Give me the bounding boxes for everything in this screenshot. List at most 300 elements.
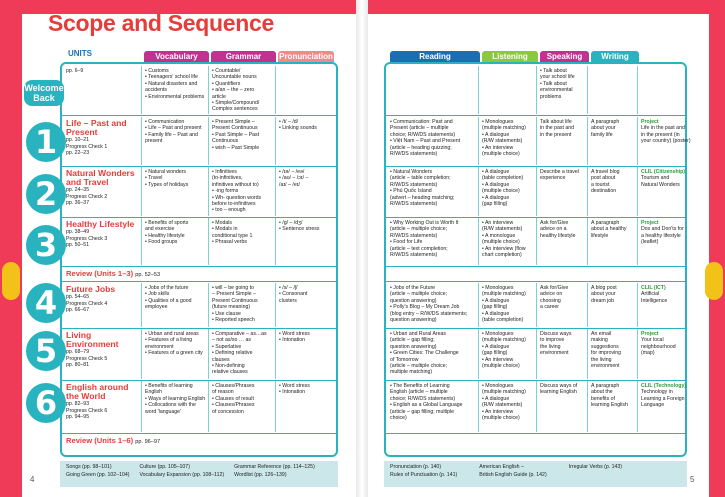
intro-grammar-line: • Simple/Compound/ bbox=[212, 100, 260, 107]
pron-cell-line: • Intonation bbox=[279, 337, 306, 344]
reading-cell-line: choice; R/W/DS statements) bbox=[390, 131, 456, 138]
reading-cell-line: • Communication: Past and bbox=[390, 119, 453, 125]
unit-number-5: 5 bbox=[26, 331, 66, 371]
writing-cell-line: for improving bbox=[591, 350, 621, 357]
vocab-cell-line: • Qualities of a good bbox=[145, 297, 192, 304]
reading-cell-line: • English as a Global Language bbox=[390, 402, 463, 409]
listening-cell-line: • Monologues bbox=[482, 119, 514, 125]
listening-cell bbox=[479, 329, 537, 379]
listening-cell bbox=[479, 381, 537, 432]
reading-cell-line: choice; R/W/DS statements) bbox=[390, 395, 456, 402]
reading-cell-line: • Urban and Rural Areas bbox=[390, 331, 447, 337]
reading-cell-line: (article – multiple choice; bbox=[390, 291, 448, 298]
listening-cell-line: (gap filling) bbox=[482, 350, 508, 357]
speaking-cell bbox=[537, 167, 588, 216]
listening-cell-line: • A dialogue bbox=[482, 343, 510, 350]
unit-title: Future Jobs bbox=[66, 284, 116, 294]
divider bbox=[62, 380, 336, 381]
footer-left bbox=[60, 461, 338, 487]
footer-link[interactable]: Going Green (pp. 102–104) bbox=[66, 471, 130, 478]
reading-cell-line: question answering) bbox=[390, 317, 437, 324]
footer-link[interactable]: Pronunciation (p. 140) bbox=[390, 464, 442, 470]
reading-cell-line: • Food for Life bbox=[390, 239, 423, 246]
intro-grammar-line: Complex sentences bbox=[212, 106, 258, 113]
right-border bbox=[709, 0, 725, 497]
intro-grammar-line: article bbox=[212, 93, 226, 100]
grammar-cell-line: • Modals in bbox=[212, 226, 238, 233]
unit-cell bbox=[63, 283, 142, 327]
vocab-cell-line: • Jobs of the future bbox=[145, 285, 189, 291]
grammar-cell-line: • -ing forms bbox=[212, 188, 239, 195]
unit-cell bbox=[63, 329, 142, 379]
writing-cell-line: about the bbox=[591, 389, 613, 396]
speaking-cell-line: Discuss ways bbox=[540, 331, 572, 337]
grammar-cell-line: (to-infinitives, bbox=[212, 175, 243, 182]
page-number-right: 5 bbox=[690, 475, 695, 484]
speaking-cell-line: environment bbox=[540, 350, 569, 357]
reading-cell-line: (article – text completion; bbox=[390, 245, 448, 252]
reading-cell bbox=[387, 283, 479, 327]
writing-cell bbox=[588, 167, 638, 216]
reading-cell bbox=[387, 218, 479, 265]
grammar-cell-line: • Clauses of result bbox=[212, 395, 254, 402]
divider bbox=[62, 266, 336, 267]
review-units-1-3 bbox=[66, 269, 160, 278]
reading-cell-line: choice) bbox=[390, 415, 407, 422]
speaking-cell-line: advice on a bbox=[540, 226, 567, 233]
intro-reading bbox=[387, 66, 479, 114]
vocab-cell-line: • Collocations with the bbox=[145, 402, 196, 409]
progress-check-pages: pp. 36–37 bbox=[66, 200, 90, 207]
listening-cell-line: (R/W statements) bbox=[482, 226, 523, 233]
reading-cell-line: multiple matching) bbox=[390, 369, 433, 376]
intro-speaking bbox=[537, 66, 588, 114]
writing-cell bbox=[588, 117, 638, 165]
grammar-cell-line: relative clauses bbox=[212, 369, 248, 376]
project-cell-line: Life in the past and bbox=[641, 125, 685, 132]
project-cell-line: Project bbox=[641, 119, 659, 125]
unit-pages: pp. 24–35 bbox=[66, 187, 90, 193]
unit-row-right bbox=[387, 117, 691, 165]
listening-cell-line: (multiple choice) bbox=[482, 415, 520, 422]
review-label: Review (Units 1–3) bbox=[66, 269, 134, 278]
footer-right bbox=[384, 461, 687, 487]
divider bbox=[386, 266, 685, 267]
footer-link[interactable]: American English – bbox=[479, 464, 524, 470]
speaking-cell-line: to improve bbox=[540, 337, 565, 344]
writing-cell bbox=[588, 329, 638, 379]
unit-number-2: 2 bbox=[26, 174, 66, 214]
reading-cell-line: question answering) bbox=[390, 343, 437, 350]
writing-cell-line: post about bbox=[591, 175, 616, 182]
intro-vocab bbox=[142, 66, 209, 114]
grammar-cell bbox=[209, 218, 276, 265]
listening-cell-line: (multiple matching) bbox=[482, 337, 526, 344]
grammar-cell-line: • wish – Past Simple bbox=[212, 144, 260, 151]
listening-cell-line: (multiple choice) bbox=[482, 363, 520, 370]
project-cell bbox=[638, 381, 687, 432]
grammar-cell-line: • will – be going to bbox=[212, 285, 254, 291]
unit-title: Life – Past and Present bbox=[66, 118, 127, 137]
unit-row-right bbox=[387, 218, 684, 265]
listening-cell-line: (gap filling) bbox=[482, 201, 508, 208]
listening-cell-line: (gap filling) bbox=[482, 304, 508, 311]
writing-cell-line: family life bbox=[591, 131, 613, 138]
listening-header: Listening bbox=[482, 51, 538, 62]
footer-link[interactable]: Songs (pp. 98–101) bbox=[66, 464, 112, 470]
reading-cell-line: question answering) bbox=[390, 297, 437, 304]
reading-cell-line: (article – heading quizzing; bbox=[390, 144, 452, 151]
intro-writing bbox=[588, 66, 638, 114]
unit-row-left bbox=[63, 329, 334, 379]
footer-left-col2 bbox=[139, 464, 224, 484]
listening-cell-line: • An interview bbox=[482, 220, 514, 226]
progress-check-pages: pp. 50–51 bbox=[66, 242, 90, 249]
writing-cell bbox=[588, 218, 638, 265]
pron-cell bbox=[276, 283, 334, 327]
listening-cell-line: (R/W statements) bbox=[482, 138, 523, 145]
vocab-cell-line: English bbox=[145, 389, 163, 396]
unit-title: Healthy Lifestyle bbox=[66, 219, 135, 229]
vocab-cell-line: environment bbox=[145, 343, 174, 350]
vocab-cell bbox=[142, 218, 209, 265]
footer-right-col2 bbox=[479, 464, 546, 484]
reading-header: Reading bbox=[390, 51, 480, 62]
writing-cell-line: suggestions bbox=[591, 343, 619, 350]
grammar-cell-line: Present Continuous bbox=[212, 297, 258, 304]
intro-speaking-line: your school life bbox=[540, 74, 575, 81]
project-cell bbox=[638, 167, 684, 216]
project-cell bbox=[638, 218, 684, 265]
progress-check-pages: pp. 94–95 bbox=[66, 414, 90, 421]
listening-cell-line: (R/W statements) bbox=[482, 402, 523, 409]
footer-link[interactable]: Culture (pp. 105–107) bbox=[139, 464, 190, 470]
pron-cell-line: • /aʊ/ – /ɔɪ/ – bbox=[279, 175, 309, 182]
vocab-cell-line: employee bbox=[145, 304, 168, 311]
vocab-cell bbox=[142, 381, 209, 432]
units-header: UNITS bbox=[68, 49, 92, 58]
speaking-cell-line: in the present bbox=[540, 131, 572, 138]
divider bbox=[386, 217, 685, 218]
speaking-cell bbox=[537, 218, 588, 265]
grammar-cell-line: • too – enough bbox=[212, 207, 246, 214]
project-cell-line: Tourism and bbox=[641, 175, 670, 182]
project-cell-line: Artificial bbox=[641, 291, 660, 298]
writing-cell-line: A paragraph bbox=[591, 119, 620, 125]
reading-cell-line: English (article – multiple bbox=[390, 389, 448, 396]
grammar-cell-line: • Present Simple – bbox=[212, 119, 255, 125]
pron-cell-line: • /t/ – /d/ bbox=[279, 119, 299, 125]
footer-link[interactable]: Grammar Reference (pp. 114–125) bbox=[234, 464, 315, 470]
writing-cell-line: a tourist bbox=[591, 181, 610, 188]
grammar-cell-line: • Wh- question words bbox=[212, 194, 262, 201]
writing-cell-line: about a healthy bbox=[591, 226, 627, 233]
grammar-cell bbox=[209, 117, 276, 165]
speaking-cell bbox=[537, 329, 588, 379]
project-cell-line: your country) (poster) bbox=[641, 138, 691, 145]
grammar-cell-line: infinitives without to) bbox=[212, 181, 259, 188]
grammar-cell-line: – not as/so … as bbox=[212, 337, 251, 344]
speaking-cell-line: in the past and bbox=[540, 125, 575, 132]
reading-cell-line: • Phú Quốc Island bbox=[390, 188, 432, 195]
intro-vocab-line: • Teenagers' school life bbox=[145, 74, 198, 81]
reading-cell bbox=[387, 381, 479, 432]
reading-cell-line: (article – gap filling; bbox=[390, 337, 435, 344]
progress-check-pages: pp. 80–81 bbox=[66, 362, 90, 369]
speaking-cell bbox=[537, 117, 588, 165]
divider bbox=[386, 433, 685, 434]
listening-cell-line: (multiple choice) bbox=[482, 151, 520, 158]
footer-right-col3 bbox=[569, 464, 622, 484]
reading-cell-line: • Polly's Blog – My Dream Job bbox=[390, 304, 460, 311]
intro-speaking-line: • Talk about bbox=[540, 80, 567, 87]
writing-cell-line: about your bbox=[591, 125, 616, 132]
vocab-cell-line: • Features of a green city bbox=[145, 350, 203, 357]
vocab-cell bbox=[142, 329, 209, 379]
listening-cell-line: • A monologue bbox=[482, 232, 516, 239]
vocab-cell-line: • Job skills bbox=[145, 291, 170, 298]
progress-check: Progress Check 6 bbox=[66, 407, 108, 414]
project-cell-line: CLIL (Citizenship) bbox=[641, 169, 685, 175]
page-title: Scope and Sequence bbox=[48, 10, 274, 36]
speaking-cell-line: Talk about life bbox=[540, 119, 572, 125]
reading-cell-line: • Natural Wonders bbox=[390, 169, 433, 175]
writing-cell-line: benefits of bbox=[591, 395, 615, 402]
reading-cell-line: R/W/DS statements) bbox=[390, 151, 438, 158]
grammar-cell-line: of concession bbox=[212, 408, 244, 415]
listening-cell-line: • A dialogue bbox=[482, 310, 510, 317]
speaking-cell-line: the living bbox=[540, 343, 561, 350]
speaking-cell-line: advice on bbox=[540, 291, 563, 298]
unit-pages: pp. 38–49 bbox=[66, 229, 90, 235]
grammar-cell-line: • Clauses/Phrases bbox=[212, 383, 255, 389]
grammar-cell-line: clauses bbox=[212, 356, 230, 363]
project-cell-line: in the present (in bbox=[641, 131, 680, 138]
grammar-cell-line: – Present Simple – bbox=[212, 291, 256, 298]
unit-pages: pp. 10–21 bbox=[66, 137, 90, 143]
reading-cell bbox=[387, 117, 479, 165]
intro-pages bbox=[63, 66, 142, 114]
project-cell-line: Technology in bbox=[641, 389, 673, 396]
progress-check: Progress Check 5 bbox=[66, 355, 108, 362]
grammar-cell-line: • Reported speech bbox=[212, 317, 255, 324]
reading-cell-line: R/W/DS statements) bbox=[390, 201, 438, 208]
vocab-cell bbox=[142, 167, 209, 216]
pron-cell-line: • Word stress bbox=[279, 383, 310, 389]
progress-check-pages: pp. 66–67 bbox=[66, 307, 90, 314]
intro-listening bbox=[479, 66, 537, 114]
footer-right-col1 bbox=[390, 464, 457, 484]
speaking-cell bbox=[537, 283, 588, 327]
vocab-cell bbox=[142, 283, 209, 327]
grammar-cell-line: of reason bbox=[212, 389, 234, 396]
pron-cell-line: • /ɪə/ – /eə/ bbox=[279, 169, 305, 175]
intro-speaking-line: • Talk about bbox=[540, 68, 567, 74]
writing-cell-line: environment bbox=[591, 363, 620, 370]
grammar-cell-line: • Clauses/Phrases bbox=[212, 402, 255, 409]
reading-cell-line: R/W/DS statements) bbox=[390, 232, 438, 239]
vocab-cell-line: • Travel bbox=[145, 175, 163, 182]
writing-cell-line: dream job bbox=[591, 297, 615, 304]
grammar-header: Grammar bbox=[211, 51, 276, 62]
listening-cell-line: • An interview bbox=[482, 356, 514, 363]
grammar-cell-line: • Phrasal verbs bbox=[212, 239, 247, 246]
unit-row-left bbox=[63, 283, 334, 327]
listening-cell-line: • A dialogue bbox=[482, 131, 510, 138]
vocab-cell-line: word 'language' bbox=[145, 408, 182, 415]
footer-link[interactable]: Wordlist (pp. 126–139) bbox=[234, 471, 287, 478]
writing-cell-line: about your bbox=[591, 291, 616, 298]
divider bbox=[62, 166, 336, 167]
progress-check: Progress Check 2 bbox=[66, 193, 108, 200]
divider bbox=[386, 115, 685, 116]
pron-cell-line: • Consonant bbox=[279, 291, 308, 298]
speaking-cell-line: learning English bbox=[540, 389, 577, 396]
writing-cell-line: A paragraph bbox=[591, 220, 620, 226]
grammar-cell-line: • Modals bbox=[212, 220, 232, 226]
reading-cell-line: • Green Cities: The Challenge bbox=[390, 350, 459, 357]
writing-cell-line: A paragraph bbox=[591, 383, 620, 389]
project-cell-line: (map) bbox=[641, 350, 655, 357]
vocab-cell-line: • Benefits of learning bbox=[145, 383, 193, 389]
writing-cell-line: learning English bbox=[591, 402, 628, 409]
divider bbox=[386, 380, 685, 381]
grammar-cell-line: Continuous bbox=[212, 138, 239, 145]
listening-cell-line: • Monologues bbox=[482, 285, 514, 291]
vocab-cell-line: • Healthy lifestyle bbox=[145, 232, 185, 239]
project-cell bbox=[638, 329, 684, 379]
reading-cell-line: (article – multiple choice; bbox=[390, 226, 448, 233]
project-cell-line: Project bbox=[641, 220, 659, 226]
pronunciation-header: Pronunciation bbox=[279, 52, 333, 61]
project-cell bbox=[638, 117, 691, 165]
unit-row-right bbox=[387, 283, 684, 327]
pron-cell-line: clusters bbox=[279, 297, 297, 304]
intro-vocab-line: accidents bbox=[145, 87, 167, 94]
left-border bbox=[0, 0, 22, 497]
unit-row-left bbox=[63, 117, 334, 165]
grammar-cell-line: (future meaning) bbox=[212, 304, 251, 311]
intro-pron bbox=[276, 66, 334, 114]
footer-link[interactable]: Vocabulary Expansion (pp. 108–112) bbox=[139, 471, 225, 478]
intro-project bbox=[638, 66, 684, 114]
listening-cell-line: (multiple matching) bbox=[482, 389, 526, 396]
reading-cell-line: (blog entry – R/W/DS statements; bbox=[390, 310, 468, 317]
grammar-cell-line: • Infinitives bbox=[212, 169, 237, 175]
listening-cell-line: (multiple matching) bbox=[482, 125, 526, 132]
pron-cell-line: • /s/ – /ʃ/ bbox=[279, 285, 298, 291]
listening-cell-line: • A dialogue bbox=[482, 297, 510, 304]
progress-check-pages: pp. 22–23 bbox=[66, 150, 90, 157]
footer-link[interactable]: Rules of Punctuation (p. 141) bbox=[390, 471, 458, 478]
unit-row-left bbox=[63, 381, 334, 432]
footer-link[interactable]: British English Guide (p. 142) bbox=[479, 471, 547, 478]
divider bbox=[62, 115, 336, 116]
grammar-cell-line: • Superlative bbox=[212, 343, 242, 350]
reading-cell-line: • Jobs of the Future bbox=[390, 285, 436, 291]
footer-left-col1 bbox=[66, 464, 129, 484]
intro-pages-text: pp. 6–9 bbox=[66, 68, 84, 74]
reading-cell-line: (advert – heading matching; bbox=[390, 194, 455, 201]
unit-row-right bbox=[387, 381, 687, 432]
listening-cell-line: • Monologues bbox=[482, 331, 514, 337]
unit-pages: pp. 68–79 bbox=[66, 349, 90, 355]
review-label: Review (Units 1–6) bbox=[66, 436, 134, 445]
reading-cell-line: (article – multiple choice; bbox=[390, 363, 448, 370]
intro-grammar-line: • Countable/ bbox=[212, 68, 241, 74]
speaking-cell-line: Ask for/Give bbox=[540, 220, 569, 226]
progress-check: Progress Check 1 bbox=[66, 143, 108, 150]
intro-row-left bbox=[63, 66, 334, 114]
reading-cell bbox=[387, 329, 479, 379]
unit-cell bbox=[63, 117, 142, 165]
writing-cell-line: lifestyle bbox=[591, 232, 609, 239]
project-cell-line: CLIL (ICT) bbox=[641, 285, 666, 291]
vocab-cell-line: • Natural wonders bbox=[145, 169, 187, 175]
vocab-cell-line: • Benefits of sports bbox=[145, 220, 189, 226]
divider bbox=[386, 166, 685, 167]
reading-cell-line: (article – table completion; bbox=[390, 175, 451, 182]
grammar-cell bbox=[209, 167, 276, 216]
footer-link[interactable]: Irregular Verbs (p. 143) bbox=[568, 464, 623, 470]
pron-cell-line: • Intonation bbox=[279, 389, 306, 396]
reading-cell-line: R/W/DS statements) bbox=[390, 252, 438, 259]
reading-cell-line: • Việt Nam – Past and Present bbox=[390, 138, 461, 145]
unit-cell bbox=[63, 167, 142, 216]
grammar-cell bbox=[209, 283, 276, 327]
writing-cell-line: destination bbox=[591, 188, 617, 195]
unit-number-6: 6 bbox=[26, 383, 66, 423]
vocabulary-header: Vocabulary bbox=[144, 51, 209, 62]
divider bbox=[386, 281, 685, 282]
speaking-header: Speaking bbox=[540, 51, 589, 62]
reading-cell-line: Present (article – multiple bbox=[390, 125, 449, 132]
pron-cell-line: • Sentence stress bbox=[279, 226, 320, 233]
intro-grammar-line: • Quantifiers bbox=[212, 80, 241, 87]
listening-cell-line: (multiple choice) bbox=[482, 239, 520, 246]
unit-cell bbox=[63, 218, 142, 265]
unit-row-right bbox=[387, 167, 684, 216]
speaking-cell-line: healthy lifestyle bbox=[540, 232, 576, 239]
divider bbox=[62, 433, 336, 434]
unit-row-right bbox=[387, 329, 684, 379]
footer-left-col3 bbox=[234, 464, 315, 484]
pron-cell bbox=[276, 218, 334, 265]
project-cell-line: Intelligence bbox=[641, 297, 668, 304]
review-pages: pp. 52–53 bbox=[135, 272, 161, 278]
writing-cell bbox=[588, 381, 638, 432]
writing-header: Writing bbox=[591, 51, 639, 62]
intro-grammar-line: Uncountable nouns bbox=[212, 74, 257, 81]
page-number-left: 4 bbox=[30, 475, 35, 484]
divider bbox=[62, 328, 336, 329]
divider bbox=[62, 217, 336, 218]
intro-speaking-line: problems bbox=[540, 93, 562, 100]
pron-cell-line: /aɪ/ – /eɪ/ bbox=[279, 181, 300, 188]
writing-cell-line: making bbox=[591, 337, 608, 344]
grammar-cell-line: • Past Simple – Past bbox=[212, 131, 260, 138]
review-pages: pp. 96–97 bbox=[135, 439, 161, 445]
unit-row-left bbox=[63, 218, 334, 265]
speaking-cell-line: a career bbox=[540, 304, 560, 311]
divider bbox=[62, 281, 336, 282]
listening-cell-line: • A dialogue bbox=[482, 169, 510, 175]
grammar-cell-line: conditional type 1 bbox=[212, 232, 253, 239]
speaking-cell-line: Describe a travel bbox=[540, 169, 579, 175]
pron-cell bbox=[276, 329, 334, 379]
vocab-cell-line: • Ways of learning English bbox=[145, 395, 206, 402]
unit-pages: pp. 54–65 bbox=[66, 294, 90, 300]
